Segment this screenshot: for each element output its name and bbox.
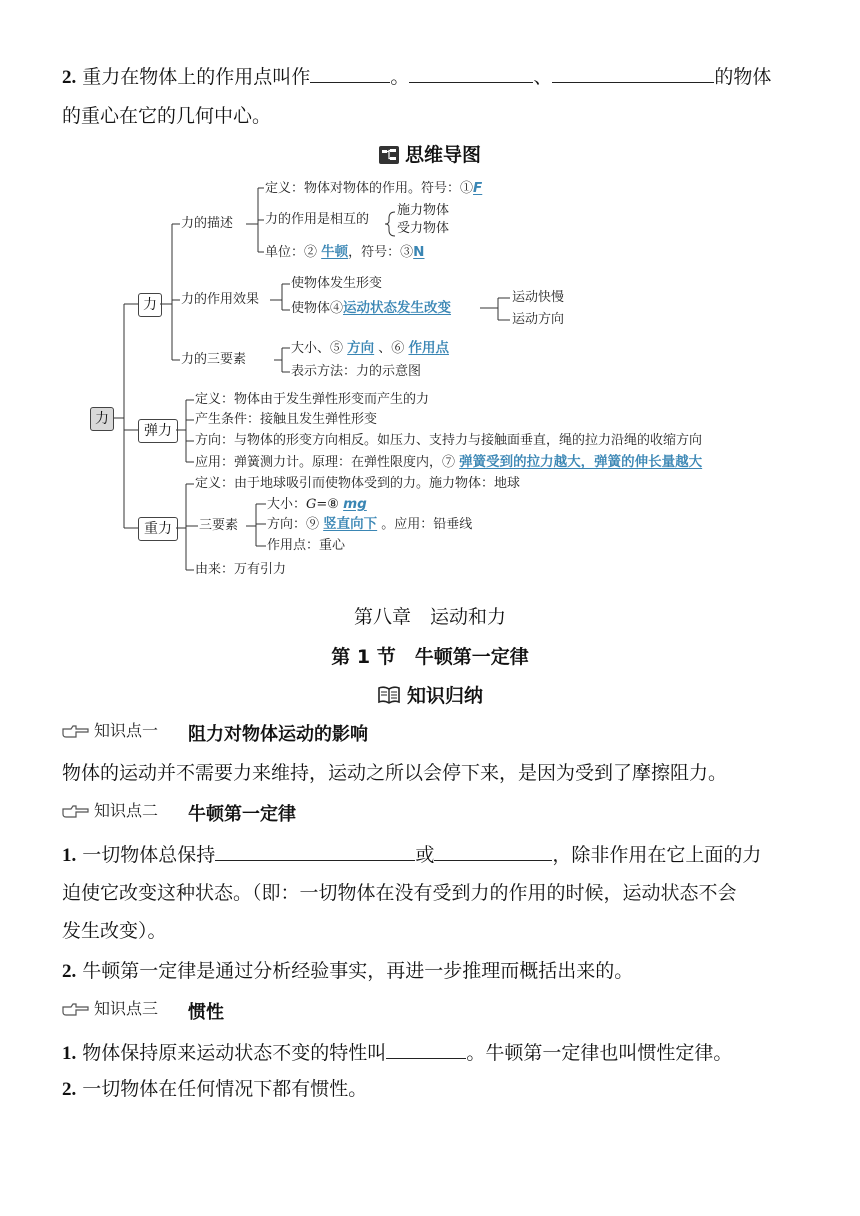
open-book-icon bbox=[377, 685, 401, 705]
answer: 作用点 bbox=[408, 340, 449, 356]
definition-text: 定义：物体对物体的作用。符号：①F bbox=[265, 180, 483, 196]
effect-motion: 使物体④运动状态发生改变 bbox=[291, 300, 452, 316]
answer: 运动状态发生改变 bbox=[343, 300, 452, 316]
paragraph-line: 发生改变）。 bbox=[62, 920, 167, 942]
fill-blank bbox=[434, 840, 552, 861]
paragraph-line: 的重心在它的几何中心。 bbox=[62, 105, 272, 127]
knowledge-point-title: 阻力对物体运动的影响 bbox=[188, 724, 368, 745]
elastic-definition: 定义：物体由于发生弹性形变而产生的力 bbox=[195, 392, 430, 407]
representation-text: 表示方法：力的示意图 bbox=[291, 364, 422, 379]
force-node: 力 bbox=[138, 293, 162, 317]
answer: F bbox=[473, 180, 483, 196]
pointing-hand-icon bbox=[62, 1003, 90, 1017]
apply-object: 施力物体 bbox=[397, 203, 450, 218]
item-number: 2. bbox=[62, 67, 77, 88]
gravity-origin: 由来：万有引力 bbox=[195, 562, 287, 577]
answer: 竖直向下 bbox=[323, 516, 378, 532]
knowledge-point-tag: 知识点一 bbox=[62, 718, 158, 741]
item-number: 2. bbox=[62, 1079, 77, 1100]
gravity-node: 重力 bbox=[138, 517, 178, 541]
knowledge-point-title: 惯性 bbox=[188, 1002, 224, 1023]
effect-deform: 使物体发生形变 bbox=[291, 276, 383, 291]
paragraph-line: 2. 重力在物体上的作用点叫作 。 、 的物体 bbox=[62, 62, 771, 91]
fill-blank bbox=[386, 1038, 466, 1059]
elastic-force-node: 弹力 bbox=[138, 419, 178, 443]
receive-object: 受力物体 bbox=[397, 221, 450, 236]
gravity-direction: 方向：⑨ 竖直向下 。应用：铅垂线 bbox=[267, 516, 473, 532]
elastic-direction: 方向：与物体的形变方向相反。如压力、支持力与接触面垂直，绳的拉力沿绳的收缩方向 bbox=[195, 433, 703, 448]
gravity-three-elements-label: 三要素 bbox=[199, 518, 239, 533]
answer: 弹簧受到的拉力越大，弹簧的伸长量越大 bbox=[459, 454, 703, 470]
paragraph-line: 1. 物体保持原来运动状态不变的特性叫 。牛顿第一定律也叫惯性定律。 bbox=[62, 1038, 732, 1067]
paragraph-line: 物体的运动并不需要力来维持，运动之所以会停下来，是因为受到了摩擦阻力。 bbox=[62, 762, 728, 784]
mutual-text: 力的作用是相互的 bbox=[265, 212, 370, 227]
force-description-label: 力的描述 bbox=[181, 216, 234, 231]
force-effect-label: 力的作用效果 bbox=[181, 292, 260, 307]
three-elements-text: 大小、⑤ 方向 、⑥ 作用点 bbox=[291, 340, 449, 356]
item-number: 1. bbox=[62, 1043, 77, 1064]
mindmap-title: 思维导图 bbox=[0, 140, 860, 167]
knowledge-point-title: 牛顿第一定律 bbox=[188, 804, 296, 825]
answer: mg bbox=[343, 496, 367, 512]
knowledge-summary-title: 知识归纳 bbox=[0, 681, 860, 708]
gravity-point: 作用点：重心 bbox=[267, 538, 346, 553]
gravity-definition: 定义：由于地球吸引而使物体受到的力。施力物体：地球 bbox=[195, 476, 521, 491]
motion-direction: 运动方向 bbox=[512, 312, 565, 327]
root-node: 力 bbox=[90, 407, 114, 431]
elastic-condition: 产生条件：接触且发生弹性形变 bbox=[195, 412, 378, 427]
paragraph-line: 迫使它改变这种状态。（即：一切物体在没有受到力的作用的时候，运动状态不会 bbox=[62, 882, 737, 904]
motion-speed: 运动快慢 bbox=[512, 290, 565, 305]
answer: 方向 bbox=[347, 340, 375, 356]
gravity-size: 大小：G=⑧ mg bbox=[267, 496, 367, 512]
paragraph-line: 1. 一切物体总保持 或 ，除非作用在它上面的力 bbox=[62, 840, 761, 869]
section-title: 第 1 节 牛顿第一定律 bbox=[331, 646, 529, 668]
answer: N bbox=[413, 244, 425, 260]
pointing-hand-icon bbox=[62, 725, 90, 739]
knowledge-point-tag: 知识点三 bbox=[62, 996, 158, 1019]
pointing-hand-icon bbox=[62, 805, 90, 819]
paragraph-line: 2. 一切物体在任何情况下都有惯性。 bbox=[62, 1078, 368, 1100]
chapter-title: 第八章 运动和力 bbox=[353, 606, 506, 628]
unit-text: 单位：② 牛顿，符号：③N bbox=[265, 244, 425, 260]
paragraph-line: 2. 牛顿第一定律是通过分析经验事实，再进一步推理而概括出来的。 bbox=[62, 960, 634, 982]
item-number: 2. bbox=[62, 961, 77, 982]
knowledge-point-tag: 知识点二 bbox=[62, 798, 158, 821]
fill-blank bbox=[215, 840, 415, 861]
item-number: 1. bbox=[62, 845, 77, 866]
three-elements-label: 力的三要素 bbox=[181, 352, 247, 367]
elastic-application: 应用：弹簧测力计。原理：在弹性限度内，⑦ 弹簧受到的拉力越大，弹簧的伸长量越大 bbox=[195, 454, 703, 470]
answer: 牛顿 bbox=[321, 244, 349, 260]
